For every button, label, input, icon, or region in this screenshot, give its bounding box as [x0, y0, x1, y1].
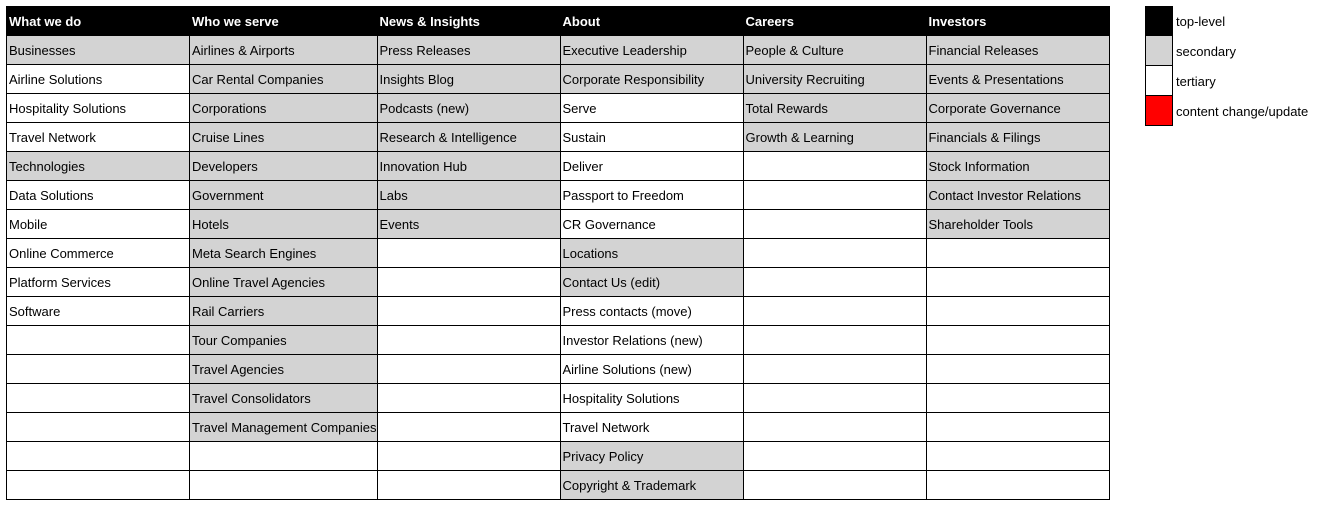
empty-cell	[7, 384, 190, 413]
sitemap-cell: Hospitality Solutions	[560, 384, 743, 413]
empty-cell	[377, 413, 560, 442]
legend-item	[1145, 66, 1308, 96]
table-row	[7, 210, 1110, 239]
empty-cell	[743, 181, 926, 210]
empty-cell	[926, 355, 1109, 384]
empty-cell	[743, 471, 926, 500]
sitemap-cell: Passport to Freedom	[560, 181, 743, 210]
empty-cell	[377, 471, 560, 500]
sitemap-cell: Cruise Lines	[190, 123, 378, 152]
legend-item	[1145, 36, 1308, 66]
legend-label: content change/update	[1176, 103, 1309, 119]
table-row	[7, 65, 1110, 94]
column-header: News & Insights	[377, 7, 560, 36]
table-row	[7, 442, 1110, 471]
sitemap-cell: Rail Carriers	[190, 297, 378, 326]
legend-swatch	[1145, 96, 1173, 126]
empty-cell	[926, 239, 1109, 268]
sitemap-cell: Software	[7, 297, 190, 326]
legend-label: secondary	[1176, 43, 1236, 59]
legend-item	[1145, 96, 1308, 126]
legend-label: top-level	[1176, 13, 1226, 29]
sitemap-cell: Tour Companies	[190, 326, 378, 355]
table-row	[7, 326, 1110, 355]
empty-cell	[743, 268, 926, 297]
header-row	[7, 7, 1110, 36]
empty-cell	[743, 297, 926, 326]
legend-label: tertiary	[1176, 73, 1216, 89]
sitemap-cell: Insights Blog	[377, 65, 560, 94]
sitemap-header	[7, 7, 1110, 36]
empty-cell	[190, 442, 378, 471]
column-header: Careers	[743, 7, 926, 36]
empty-cell	[743, 384, 926, 413]
sitemap-cell: Events	[377, 210, 560, 239]
empty-cell	[743, 239, 926, 268]
empty-cell	[377, 442, 560, 471]
table-row	[7, 471, 1110, 500]
empty-cell	[377, 297, 560, 326]
sitemap-cell: Press contacts (move)	[560, 297, 743, 326]
column-header: Who we serve	[190, 7, 378, 36]
sitemap-cell: Contact Investor Relations	[926, 181, 1109, 210]
sitemap-cell: Press Releases	[377, 36, 560, 65]
empty-cell	[926, 442, 1109, 471]
sitemap-cell: Financials & Filings	[926, 123, 1109, 152]
empty-cell	[743, 152, 926, 181]
sitemap-cell: Privacy Policy	[560, 442, 743, 471]
sitemap-cell: Investor Relations (new)	[560, 326, 743, 355]
legend-swatch	[1145, 66, 1173, 96]
sitemap-cell: Growth & Learning	[743, 123, 926, 152]
sitemap-cell: Meta Search Engines	[190, 239, 378, 268]
legend-swatch	[1145, 6, 1173, 36]
sitemap-cell: Serve	[560, 94, 743, 123]
legend-item	[1145, 6, 1308, 36]
sitemap-cell: Sustain	[560, 123, 743, 152]
sitemap-cell: People & Culture	[743, 36, 926, 65]
sitemap-cell: Airline Solutions (new)	[560, 355, 743, 384]
empty-cell	[377, 268, 560, 297]
sitemap-table	[6, 6, 1110, 500]
empty-cell	[926, 268, 1109, 297]
table-row	[7, 355, 1110, 384]
sitemap-cell: Research & Intelligence	[377, 123, 560, 152]
table-row	[7, 94, 1110, 123]
sitemap-cell: Data Solutions	[7, 181, 190, 210]
sitemap-cell: Online Commerce	[7, 239, 190, 268]
sitemap-cell: Financial Releases	[926, 36, 1109, 65]
empty-cell	[926, 297, 1109, 326]
sitemap-cell: Online Travel Agencies	[190, 268, 378, 297]
empty-cell	[926, 413, 1109, 442]
empty-cell	[743, 210, 926, 239]
empty-cell	[743, 355, 926, 384]
empty-cell	[7, 355, 190, 384]
sitemap-cell: Airline Solutions	[7, 65, 190, 94]
sitemap-cell: Airlines & Airports	[190, 36, 378, 65]
empty-cell	[377, 384, 560, 413]
empty-cell	[7, 471, 190, 500]
sitemap-cell: Copyright & Trademark	[560, 471, 743, 500]
sitemap-cell: Travel Network	[560, 413, 743, 442]
sitemap-cell: Businesses	[7, 36, 190, 65]
sitemap-cell: Podcasts (new)	[377, 94, 560, 123]
sitemap-cell: Shareholder Tools	[926, 210, 1109, 239]
table-row	[7, 36, 1110, 65]
table-row	[7, 268, 1110, 297]
empty-cell	[926, 326, 1109, 355]
sitemap-cell: Travel Consolidators	[190, 384, 378, 413]
empty-cell	[926, 471, 1109, 500]
empty-cell	[190, 471, 378, 500]
sitemap-cell: Labs	[377, 181, 560, 210]
sitemap-cell: Locations	[560, 239, 743, 268]
sitemap-cell: Corporate Governance	[926, 94, 1109, 123]
sitemap-cell: Travel Agencies	[190, 355, 378, 384]
sitemap-cell: Technologies	[7, 152, 190, 181]
empty-cell	[7, 326, 190, 355]
table-row	[7, 181, 1110, 210]
column-header: Investors	[926, 7, 1109, 36]
empty-cell	[7, 442, 190, 471]
sitemap-cell: Mobile	[7, 210, 190, 239]
sitemap-cell: Developers	[190, 152, 378, 181]
table-row	[7, 384, 1110, 413]
table-row	[7, 239, 1110, 268]
sitemap-cell: Total Rewards	[743, 94, 926, 123]
empty-cell	[926, 384, 1109, 413]
table-row	[7, 123, 1110, 152]
legend	[1145, 6, 1308, 126]
empty-cell	[743, 326, 926, 355]
sitemap-cell: Hotels	[190, 210, 378, 239]
empty-cell	[743, 442, 926, 471]
sitemap-cell: Contact Us (edit)	[560, 268, 743, 297]
sitemap-cell: Hospitality Solutions	[7, 94, 190, 123]
sitemap-cell: Travel Network	[7, 123, 190, 152]
sitemap-cell: Corporations	[190, 94, 378, 123]
sitemap-cell: Stock Information	[926, 152, 1109, 181]
empty-cell	[743, 413, 926, 442]
sitemap-cell: University Recruiting	[743, 65, 926, 94]
empty-cell	[377, 355, 560, 384]
sitemap-cell: Executive Leadership	[560, 36, 743, 65]
sitemap-cell: Corporate Responsibility	[560, 65, 743, 94]
sitemap-cell: Events & Presentations	[926, 65, 1109, 94]
column-header: What we do	[7, 7, 190, 36]
sitemap-cell: Innovation Hub	[377, 152, 560, 181]
sitemap-body	[7, 36, 1110, 500]
empty-cell	[377, 239, 560, 268]
sitemap-cell: Government	[190, 181, 378, 210]
legend-swatch	[1145, 36, 1173, 66]
empty-cell	[7, 413, 190, 442]
table-row	[7, 297, 1110, 326]
sitemap-cell: Platform Services	[7, 268, 190, 297]
empty-cell	[377, 326, 560, 355]
sitemap-cell: Car Rental Companies	[190, 65, 378, 94]
table-row	[7, 413, 1110, 442]
table-row	[7, 152, 1110, 181]
column-header: About	[560, 7, 743, 36]
sitemap-cell: Travel Management Companies	[190, 413, 378, 442]
sitemap-cell: Deliver	[560, 152, 743, 181]
sitemap-cell: CR Governance	[560, 210, 743, 239]
